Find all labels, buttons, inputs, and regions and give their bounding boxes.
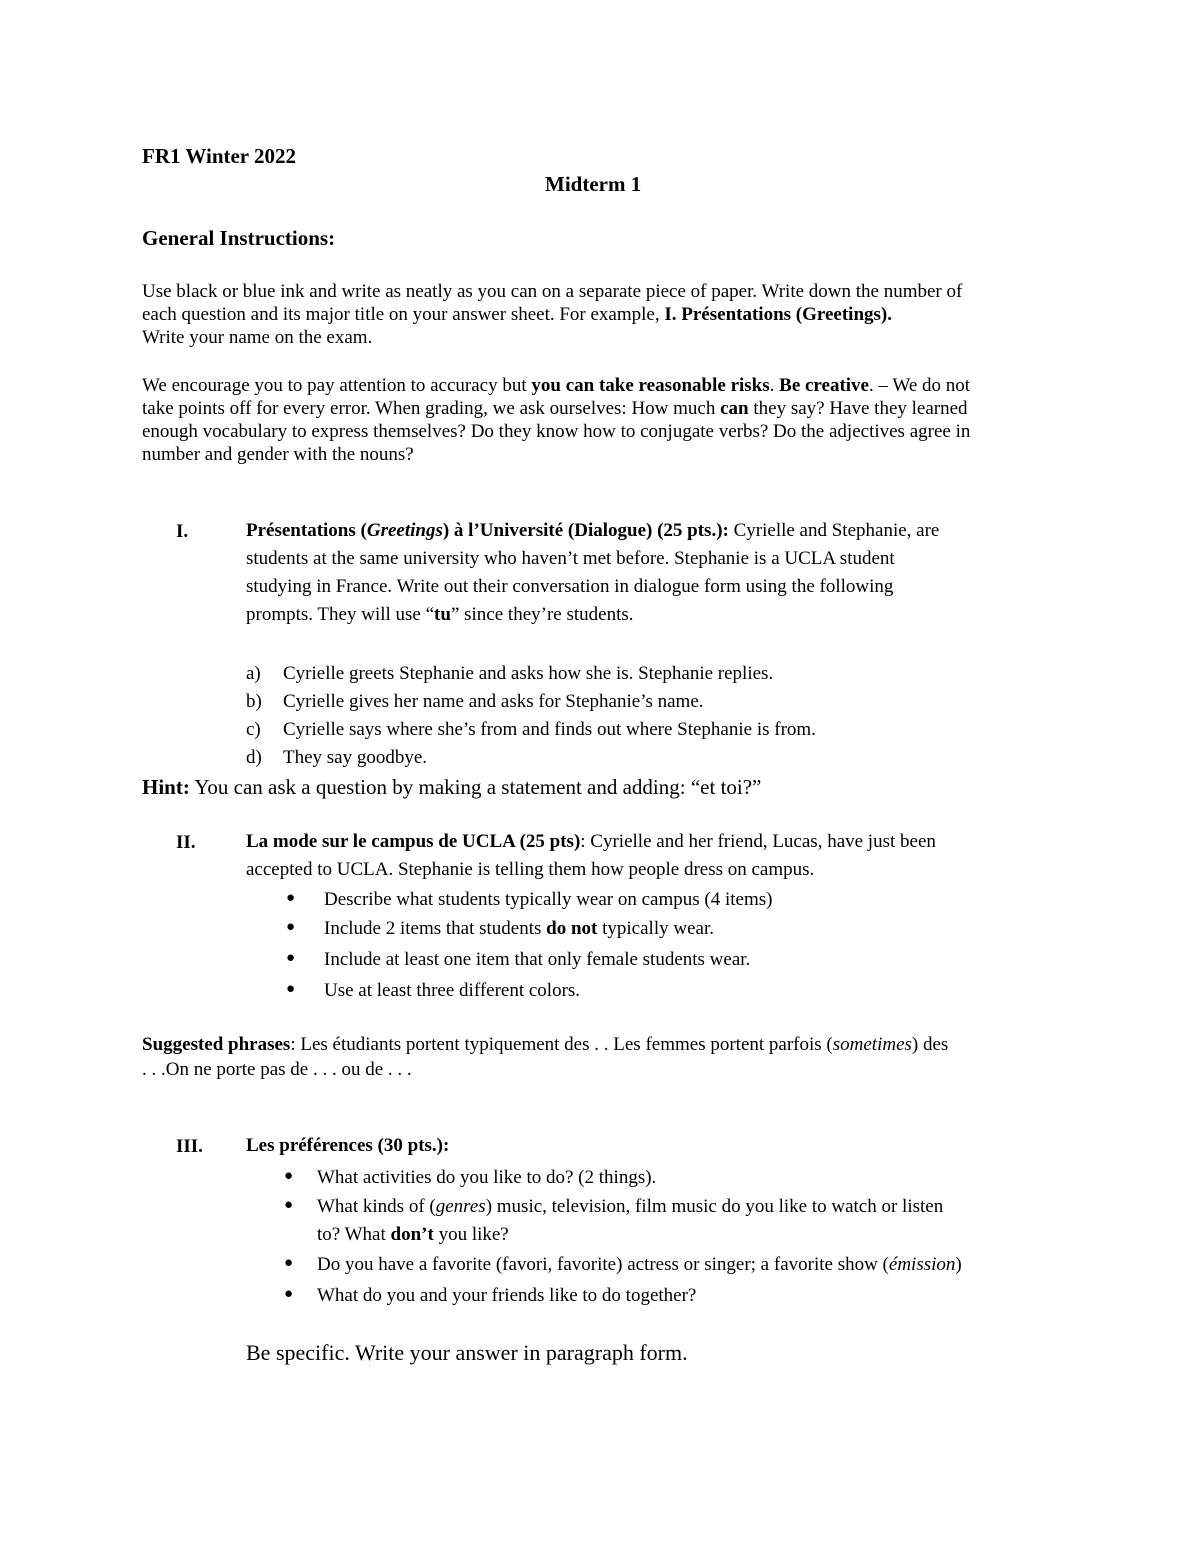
course-title: FR1 Winter 2022	[142, 144, 297, 168]
intro-text: they say? Have they learned	[748, 398, 968, 419]
bullet-icon: ●	[284, 1286, 294, 1302]
list-item-text: Include 2 items that students	[324, 918, 547, 939]
intro-text: We encourage you to pay attention to accuracy but	[142, 375, 532, 396]
list-item-text: Include at least one item that only female students wear.	[324, 949, 751, 970]
section-3-numeral: III.	[176, 1136, 203, 1157]
list-item	[246, 691, 704, 713]
section-2-text: : Cyrielle and her friend, Lucas, have just been	[580, 831, 936, 852]
emphasis-text: do not	[546, 918, 598, 939]
intro-p1-line3: Write your name on the exam.	[142, 327, 373, 348]
list-item-text: Cyrielle says where she’s from and finds out where Stephanie is from.	[283, 719, 816, 740]
section-2-numeral: II.	[176, 832, 196, 853]
section-1-line1	[246, 517, 939, 546]
suggested-text: : Les étudiants portent typiquement des . . Les femmes portent parfois (	[290, 1034, 833, 1055]
list-item-text: Cyrielle greets Stephanie and asks how she is. Stephanie replies.	[283, 663, 774, 684]
section-2-line1	[246, 828, 936, 857]
list-item	[246, 747, 428, 769]
suggested-label: Suggested phrases	[142, 1034, 291, 1055]
suggested-phrases	[142, 1033, 948, 1057]
bullet-icon: ●	[286, 981, 296, 997]
intro-text: . – We do not	[869, 375, 971, 396]
section-1-text: ” since they’re students.	[450, 604, 634, 625]
section-1-title: Présentations (	[246, 520, 367, 541]
intro-text: .	[769, 375, 780, 396]
bullet-icon: ●	[286, 890, 296, 906]
bullet-icon: ●	[284, 1197, 294, 1213]
intro-p2-line3: enough vocabulary to express themselves? Do they know how to conjugate verbs? Do the adjectives agree in	[142, 421, 971, 442]
intro-text: take points off for every error. When grading, we ask ourselves: How much	[142, 398, 721, 419]
section-3-title	[246, 1132, 449, 1161]
emphasis-text: tu	[434, 604, 451, 625]
list-item-text: They say goodbye.	[283, 747, 428, 768]
list-item-text: Cyrielle gives her name and asks for Stephanie’s name.	[283, 691, 704, 712]
list-item-text: you like?	[433, 1224, 509, 1245]
suggested-phrases-line2: . . .On ne porte pas de . . . ou de . . .	[142, 1059, 412, 1080]
section-2-line2: accepted to UCLA. Stephanie is telling them how people dress on campus.	[246, 859, 815, 880]
emphasis-text: you can take reasonable risks	[531, 375, 770, 396]
list-item-text: genres	[435, 1196, 486, 1217]
hint-label: Hint:	[142, 775, 190, 799]
section-2-title: La mode sur le campus de UCLA (25 pts)	[246, 831, 581, 852]
suggested-text: ) des	[911, 1034, 949, 1055]
list-item-text: Do you have a favorite (favori, favorite) actress or singer; a favorite show (	[317, 1254, 889, 1275]
suggested-text: sometimes	[832, 1034, 912, 1055]
list-item-text: ) music, television, film music do you like to watch or listen	[485, 1196, 944, 1217]
intro-text: each question and its major title on your answer sheet. For example,	[142, 304, 665, 325]
list-item-text: Describe what students typically wear on campus (4 items)	[324, 889, 773, 910]
list-item	[246, 663, 774, 685]
intro-p2-line2	[142, 397, 968, 421]
intro-p2-line4: number and gender with the nouns?	[142, 444, 414, 465]
list-item-label: b)	[246, 691, 262, 712]
bullet-icon: ●	[284, 1168, 294, 1184]
closing-instruction: Be specific. Write your answer in paragraph form.	[246, 1340, 688, 1365]
section-1-text: prompts. They will use “	[246, 604, 435, 625]
section-1-line3: studying in France. Write out their conversation in dialogue form using the following	[246, 576, 894, 597]
section-1-title: Greetings	[366, 520, 443, 541]
exam-title: Midterm 1	[545, 172, 642, 196]
list-item	[246, 719, 816, 741]
instructions-heading: General Instructions:	[142, 226, 336, 250]
list-item-text: What do you and your friends like to do together?	[317, 1285, 697, 1306]
emphasis-text: Be creative	[779, 375, 869, 396]
list-item-text: )	[955, 1254, 962, 1275]
section-1-line4	[246, 601, 634, 630]
list-item-text: What kinds of (	[317, 1196, 436, 1217]
emphasis-text: don’t	[390, 1224, 434, 1245]
list-item-continuation	[317, 1224, 509, 1246]
list-item-text: Use at least three different colors.	[324, 980, 581, 1001]
list-item-label: c)	[246, 719, 261, 740]
list-item-text: What activities do you like to do? (2 things).	[317, 1167, 657, 1188]
hint-text: You can ask a question by making a statement and adding: “et toi?”	[189, 775, 762, 799]
bullet-icon: ●	[286, 919, 296, 935]
bullet-icon: ●	[284, 1255, 294, 1271]
list-item-text: typically wear.	[597, 918, 714, 939]
intro-p1-line1: Use black or blue ink and write as neatly as you can on a separate piece of paper. Write down the number of	[142, 281, 963, 302]
section-1-line2: students at the same university who haven’t met before. Stephanie is a UCLA student	[246, 548, 895, 569]
section-1-text: Cyrielle and Stephanie, are	[728, 520, 940, 541]
bullet-icon: ●	[286, 950, 296, 966]
intro-p2-line1	[142, 374, 970, 398]
section-3-title-text: Les préférences (30 pts.):	[246, 1135, 450, 1156]
list-item-label: d)	[246, 747, 262, 768]
intro-example: I. Présentations (Greetings).	[664, 304, 892, 325]
emphasis-text: can	[720, 398, 749, 419]
list-item-text: to? What	[317, 1224, 391, 1245]
section-1-numeral: I.	[176, 521, 189, 542]
section-1-title: ) à l’Université (Dialogue) (25 pts.):	[442, 520, 729, 541]
list-item-label: a)	[246, 663, 261, 684]
list-item-text: émission	[888, 1254, 956, 1275]
hint	[142, 775, 761, 800]
intro-p1-line2	[142, 303, 892, 327]
